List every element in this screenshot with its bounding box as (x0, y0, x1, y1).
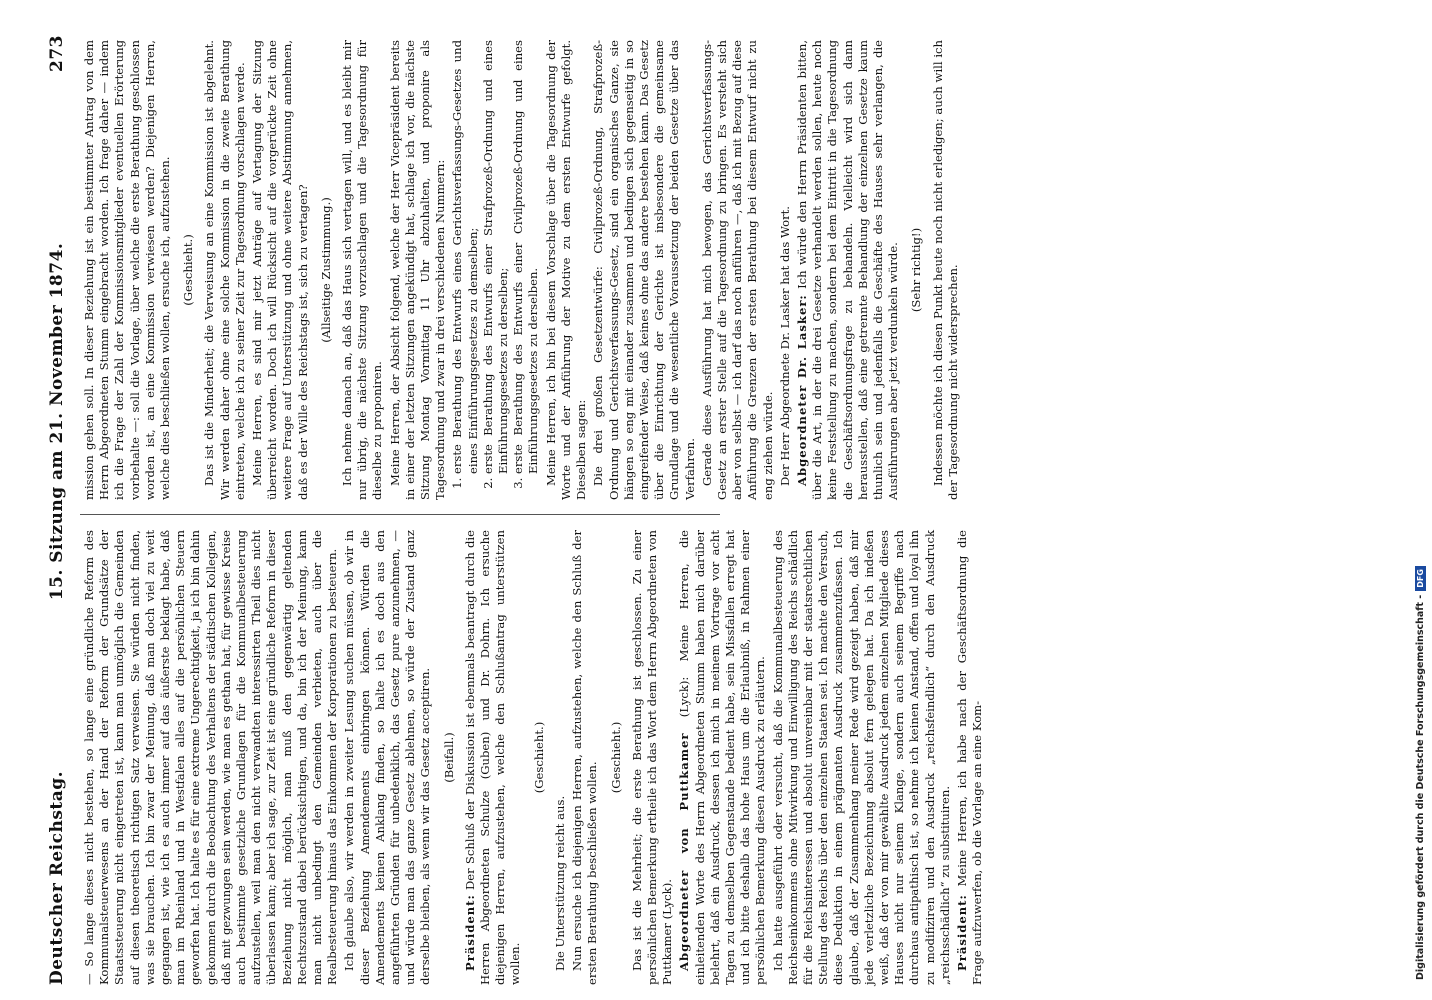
right-reaction-1: (Geschieht.) (181, 234, 196, 306)
right-reaction-2: (Allseitige Zustimmung.) (318, 197, 333, 343)
rotated-page-content (40, 35, 1410, 985)
dfg-watermark (1415, 566, 1426, 980)
agenda-item: 1. erste Berathung des Entwurfs eines Gerichtsverfassungs-Gesetzes und eines Einführungsgesetzes zu demselben; (450, 40, 480, 474)
right-paragraph-5: Meine Herren, der Absicht folgend, welche der Herr Vicepräsident bereits in einer der letzten Sitzungen angekündigt hat, schlage ich vor, die nächste Sitzung Montag Vormittag 11 Uhr abzuhalten, und proponire als Tagesordnung und zwar in drei verschiedenen Nummern: (387, 40, 448, 500)
left-paragraph-1: — So lange dieses nicht bestehen, so lange eine gründliche Reform des Kommunalsteuerwesens an der Hand der Reform der Grundsätze der Staatssteuerung nicht eingetreten ist, kann man unmöglich die Gemeinden auf diesen theoretisch richtigen Satz verweisen. Sie würden nicht finden, was sie brauchen. Ich bin zwar der Meinung, daß man doch viel zu weit gegangen ist, wie ich es auch immer auf das äußerste beklagt habe, daß man im Rheinland und in Westfalen alles auf die persönlichen Steuern geworfen hat. Ich halte es für eine extreme Ungerechtigkeit, ja ich bin dahin gekommen durch die Beobachtung des Verhaltens der städtischen Kollegien, daß mit gezwungen sein werden, wie man es gethan hat, für gewisse Kreise auch bestimmte gesetzliche Grundlagen für die Kommunalbesteuerung aufzustellen, weil man den nicht verwandten interessirten Theil dies nicht überlassen kann; aber ich sage, zur Zeit ist eine gründliche Reform in dieser Beziehung nicht möglich, man muß den gegenwärtig geltenden Rechtszustand dabei berücksichtigen, und da, bin ich der Meinung, kann man nicht unbedingt den Gemeinden verbieten, auch über die Realbesteuerung hinaus das Einkommen der Korporationen zu besteuern. (82, 530, 340, 985)
page-number: 273 (47, 35, 67, 72)
right-paragraph-3: Meine Herren, es sind mir jetzt Anträge auf Vertagung der Sitzung überreicht worden. Doch ich will Rücksicht auf die vorgerückte Zeit ohne weitere Frage auf Unterstützung und ohne weitere Abstimmung annehmen, daß es der Wille des Reichstags ist, sich zu vertagen? (250, 40, 310, 500)
left-paragraph-6: Das ist die Mehrheit; die erste Berathung ist geschlossen. Zu einer persönlichen Bemerkung ertheile ich das Wort dem Herrn Abgeordneten von Puttkamer (Lyck). (629, 530, 675, 985)
right-paragraph-1: mission gehen soll. In dieser Beziehung ist ein bestimmter Antrag von dem Herrn Abgeordneten Stumm eingebracht worden. Ich frage daher — indem ich die Frage der Zahl der Kommissionsmitglieder eventuellen Erörterung vorbehalte —: soll die Vorlage, über welche die erste Berathung geschlossen worden ist, an eine Kommission verwiesen werden? Diejenigen Herren, welche dies beschließen wollen, ersuche ich, aufzustehen. (82, 40, 173, 500)
left-reaction-3: (Geschieht.) (608, 721, 623, 794)
left-paragraph-4: Die Unterstützung reicht aus. (552, 795, 567, 971)
left-paragraph-7: (Lyck): Meine Herren, die einleitenden Worte des Herrn Abgeordneten Stumm haben mich darüber belehrt, daß ein Ausdruck, dessen ich mich in meinem Vortrage vor acht Tagen zu demselben Gegenstande bedient habe, sein Missfallen erregt hat und ich bitte deshalb das hohe Haus um die Erlaubniß, in Rahmen einer persönlichen Bemerkung diesen Ausdruck zu erläutern. (677, 530, 768, 985)
right-paragraph-6: Meine Herren, ich bin bei diesem Vorschlage über die Tagesordnung der Worte und der Anführung der Motive zu dem ersten Entwurfe gefolgt. Dieselben sagen: (543, 40, 589, 500)
header-session: 15. Sitzung am 21. November 1874. (47, 242, 67, 601)
dfg-logo-icon: DFG (1415, 566, 1426, 591)
right-column (82, 40, 963, 500)
agenda-item: 2. erste Berathung des Entwurfs einer Strafprozeß-Ordnung und eines Einführungsgesetzes zu derselben; (481, 40, 511, 474)
left-reaction-1: (Beifall.) (441, 732, 456, 783)
left-reaction-2: (Geschieht.) (531, 721, 546, 794)
page-header (40, 35, 74, 985)
speaker-label-president-1: Präsident: (462, 894, 477, 971)
left-paragraph-3: Der Schluß der Diskussion ist ebenmals beantragt durch die Herren Abgeordneten Schulze (Guben) und Dr. Dohrn. Ich ersuche diejenigen Herren, aufzustehen, welche den Schlußantrag unterstützen wollen. (462, 530, 523, 985)
speaker-label-puttkamer: Abgeordneter von Puttkamer (677, 732, 692, 971)
left-paragraph-2: Ich glaube also, wir werden in zweiter Lesung suchen müssen, ob wir in dieser Beziehung Amendements einbringen können. Würden die Amendements keinen Anklang finden, so halte ich es doch aus den angeführten Gründen für unbedenklich, das Gesetz pure anzunehmen, — und würde man das ganze Gesetz ablehnen, so würde der Zustand ganz derselbe bleiben, als wenn wir das Gesetz acceptiren. (342, 530, 433, 985)
left-paragraph-9: Meine Herren, ich habe nach der Geschäftsordnung die Frage aufzuwerfen, ob die Vorlage an eine Kom- (954, 530, 985, 985)
left-paragraph-8: Ich hatte ausgeführt oder versucht, daß die Kommunalbesteuerung des Reichseinkommens ohne Mitwirkung und Einwilligung des Reichs schädlich für die Reichsinteressen und absolut unvereinbar mit der staatsrechtlichen Stellung des Reichs über den einzelnen Staaten sei. Ich machte den Versuch, diese Deduktion in einem prägnanten Ausdruck zusammenzufassen. Ich glaube, daß der Zusammenhang meiner Rede wird gezeigt haben, daß mir jede verletzliche Bezeichnung absolut fern gelegen hat. Da ich indeßen weiß, daß der von mir gewählte Ausdruck jedem einzelnen Mitgliede dieses Hauses nicht nur seinem Klange, sondern auch seinem Begriffe nach durchaus antipathisch ist, so nehme ich keinen Anstand, offen und loyal ihn zu modifiziren und den Ausdruck „reichsfeindlich“ durch den Ausdruck „reichsschädlich“ zu substituiren. (770, 530, 952, 985)
agenda-item: 3. erste Berathung des Entwurfs einer Civilprozeß-Ordnung und eines Einführungsgesetzes zu derselben. (511, 40, 541, 474)
column-divider (80, 514, 720, 515)
right-paragraph-2: Das ist die Minderheit; die Verweisung an eine Kommission ist abgelehnt. Wir werden daher ohne eine solche Kommission in die zweite Berathung eintreten, welche ich zu seiner Zeit zur Tagesordnung vorschlagen werde. (202, 40, 247, 500)
right-paragraph-8: Gerade diese Ausführung hat mich bewogen, das Gerichtsverfassungs-Gesetz an erster Stelle auf die Tagesordnung zu bringen. Es versteht sich aber von selbst — ich darf das noch anführen —, daß ich mit Bezug auf diese Anführung die Grenzen der ersten Berathung bei diesem Entwurf nicht zu eng ziehen würde. (699, 40, 775, 500)
dfg-watermark-text: Digitalisierung gefördert durch die Deutsche Forschungsgemeinschaft - (1415, 594, 1426, 980)
right-paragraph-11: Indessen möchte ich diesen Punkt heute noch nicht erledigen; auch will ich der Tagesordnung nicht widersprechen. (930, 40, 960, 500)
right-paragraph-9: Der Herr Abgeordnete Dr. Lasker hat das Wort. (777, 206, 792, 486)
right-reaction-3: (Sehr richtig!) (909, 227, 924, 313)
left-column (82, 530, 987, 985)
left-paragraph-5: Nun ersuche ich diejenigen Herren, aufzustehen, welche den Schluß der ersten Berathung beschließen wollen. (570, 530, 600, 985)
right-paragraph-10: Ich würde den Herrn Präsidenten bitten, über die Art, in der die drei Gesetze verhandelt werden sollen, heute noch keine Feststellung zu machen, sondern bei dem Eintritt in die Tagesordnung die Geschäftsordnungsfrage zu behandeln. Vielleicht wird sich dann herausstellen, daß eine getrennte Behandlung der einzelnen Gesetze kaum thunlich sein und jedenfalls die Geschäfte des Hauses sehr verlangen, die Ausführungen aber jetzt verdunkeln würde. (794, 40, 901, 500)
right-paragraph-4: Ich nehme danach an, daß das Haus sich vertagen will, und es bleibt mir nur übrig, die nächste Sitzung vorzuschlagen und die Tagesordnung für dieselbe zu proponiren. (340, 40, 385, 500)
speaker-label-president-2: Präsident: (954, 894, 969, 971)
speaker-label-lasker: Abgeordneter Dr. Lasker: (794, 294, 809, 486)
agenda-list (450, 40, 541, 500)
header-publication: Deutscher Reichstag. (47, 770, 67, 985)
right-paragraph-7: Die drei großen Gesetzentwürfe: Civilprozeß-Ordnung, Strafprozeß-Ordnung und Gerichtsverfassungs-Gesetz, sind ein organisches Ganze, sie hängen so eng mit einander zusammen und bedingen sich gegenseitig in so eingreifender Weise, daß keines ohne das andere bestehen kann. Das Gesetz über die Einrichtung der Gerichte ist insbesondere die gemeinsame Grundlage und die wesentliche Voraussetzung der beiden Gesetze über das Verfahren. (591, 40, 697, 500)
